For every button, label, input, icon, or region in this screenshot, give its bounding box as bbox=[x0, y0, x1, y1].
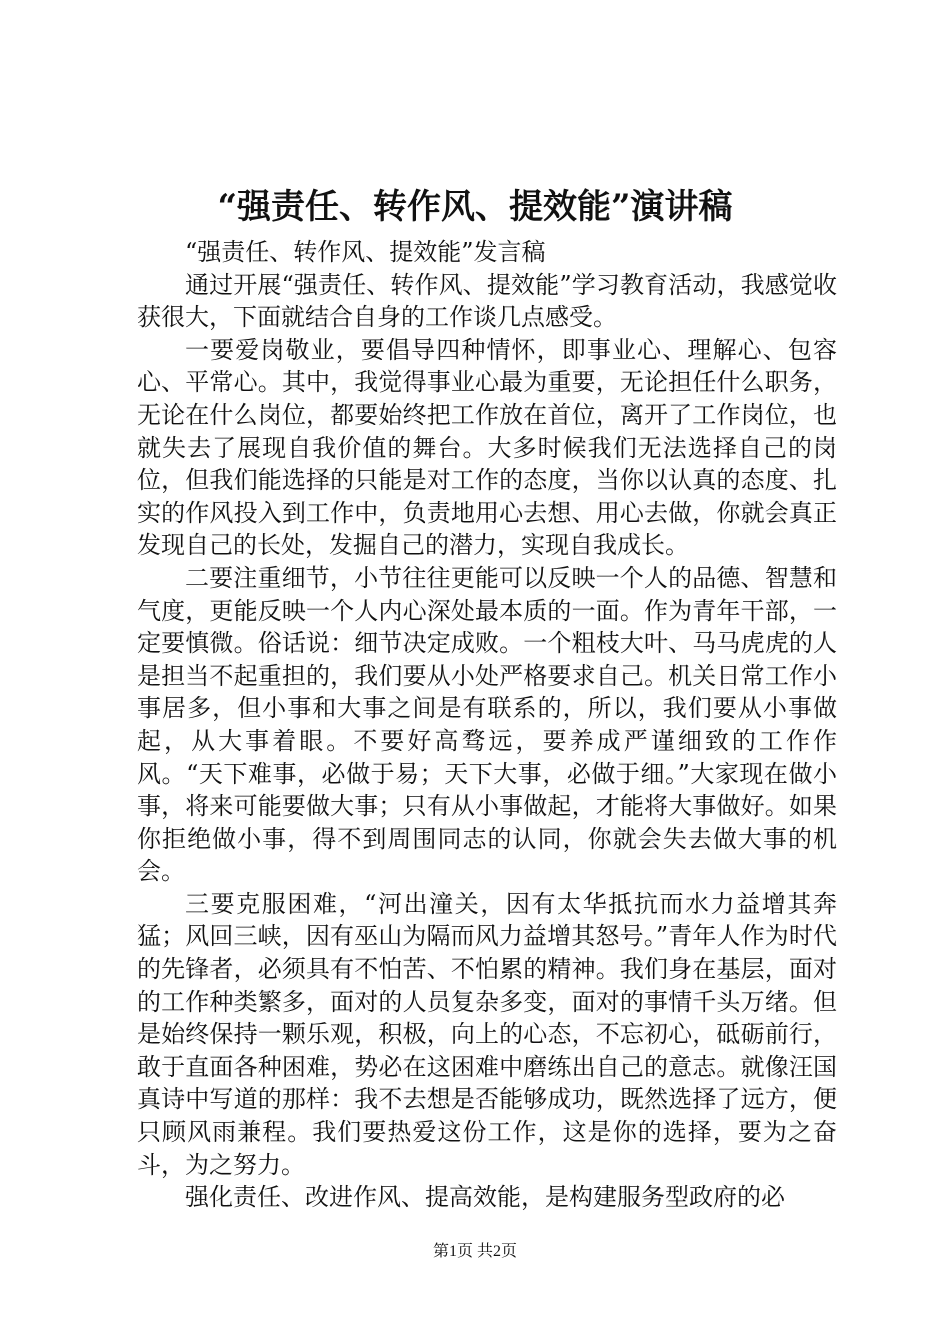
page-number-footer: 第1页 共2页 bbox=[432, 1243, 517, 1260]
paragraph-intro: 通过开展“强责任、转作风、提效能”学习教育活动，我感觉收获很大，下面就结合自身的工作谈几点感受。 bbox=[137, 270, 837, 332]
document-body bbox=[137, 236, 837, 1214]
paragraph-point-two: 二要注重细节，小节往往更能可以反映一个人的品德、智慧和气度，更能反映一个人内心深处最本质的一面。作为青年干部，一定要慎微。俗话说：细节决定成败。一个粗枝大叶、马马虎虎的人是担当不起重担的，我们要从小处严格要求自己。机关日常工作小事居多，但小事和大事之间是有联系的，所以，我们要从小事做起，从大事着眼。不要好高骛远，要养成严谨细致的工作作风。“天下难事，必做于易；天下大事，必做于细。”大家现在做小事，将来可能要做大事；只有从小事做起，才能将大事做好。如果你拒绝做小事，得不到周围同志的认同，你就会失去做大事的机会。 bbox=[137, 563, 837, 886]
paragraph-closing: 强化责任、改进作风、提高效能，是构建服务型政府的必 bbox=[185, 1183, 785, 1212]
paragraph-point-three: 三要克服困难，“河出潼关，因有太华抵抗而水力益增其奔猛；风回三峡，因有巫山为隔而风力益增其怒号。”青年人作为时代的先锋者，必须具有不怕苦、不怕累的精神。我们身在基层，面对的工作种类繁多，面对的人员复杂多变，面对的事情千头万绪。但是始终保持一颗乐观，积极，向上的心态，不忘初心，砥砺前行，敢于直面各种困难，势必在这困难中磨练出自己的意志。就像汪国真诗中写道的那样：我不去想是否能够成功，既然选择了远方，便只顾风雨兼程。我们要热爱这份工作，这是你的选择，要为之奋斗，为之努力。 bbox=[137, 889, 837, 1179]
paragraph-point-one: 一要爱岗敬业，要倡导四种情怀，即事业心、理解心、包容心、平常心。其中，我觉得事业心最为重要，无论担任什么职务，无论在什么岗位，都要始终把工作放在首位，离开了工作岗位，也就失去了展现自我价值的舞台。大多时候我们无法选择自己的岗位，但我们能选择的只能是对工作的态度，当你以认真的态度、扎实的作风投入到工作中，负责地用心去想、用心去做，你就会真正发现自己的长处，发掘自己的潜力，实现自我成长。 bbox=[137, 335, 837, 560]
document-title: “强责任、转作风、提效能”演讲稿 bbox=[217, 187, 733, 227]
paragraph-subtitle: “强责任、转作风、提效能”发言稿 bbox=[185, 238, 546, 266]
